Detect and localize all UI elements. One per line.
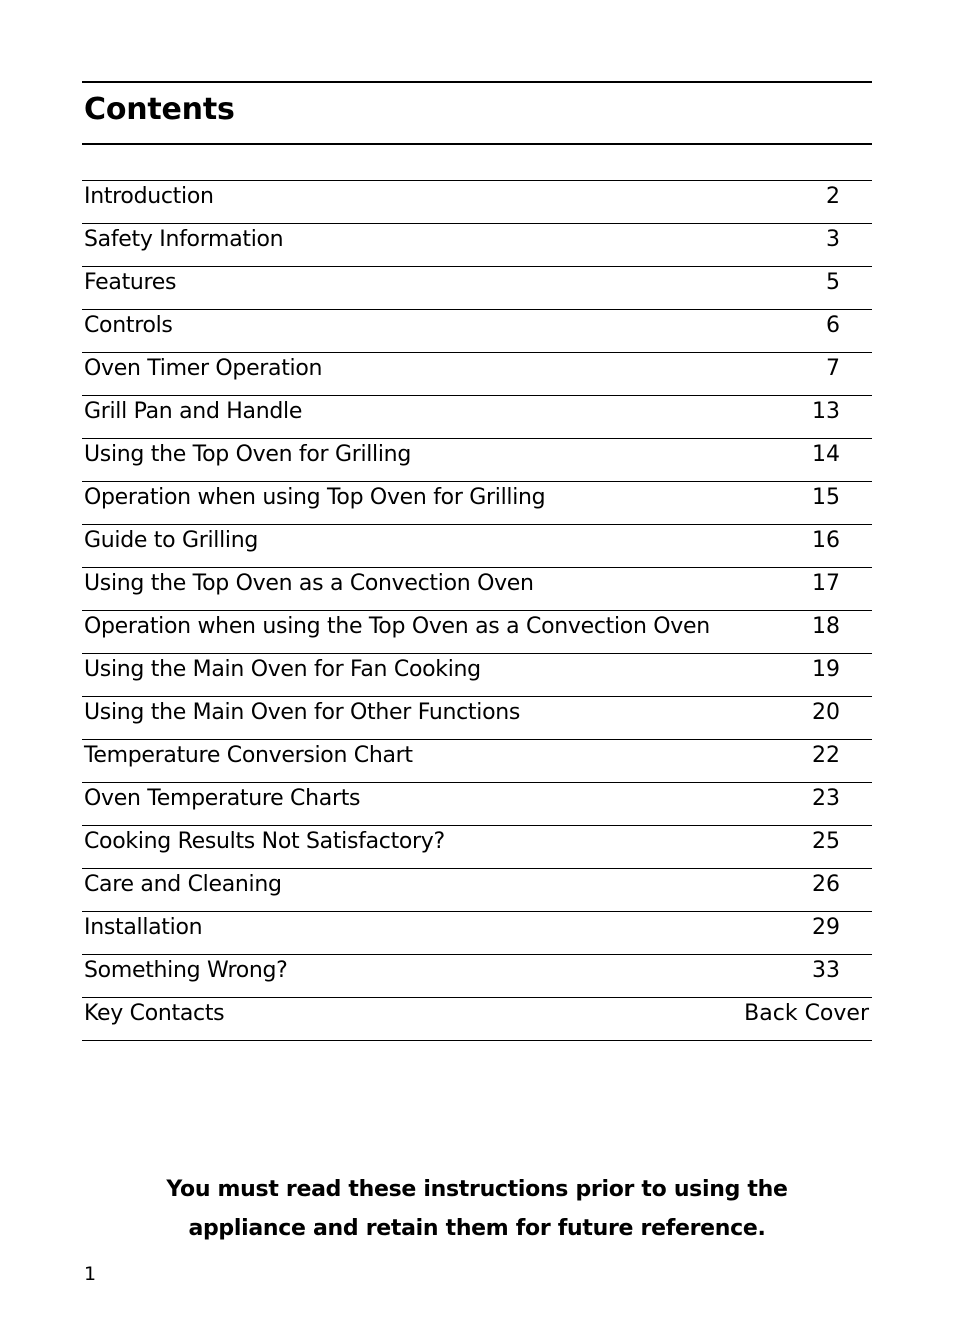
- toc-row[interactable]: [82, 181, 872, 224]
- toc-entry-page: 7: [826, 356, 840, 381]
- page-title: Contents: [84, 92, 235, 127]
- toc-entry-title: Using the Main Oven for Other Functions: [84, 700, 521, 725]
- toc-entry-title: Introduction: [84, 184, 214, 209]
- toc-row[interactable]: [82, 267, 872, 310]
- toc-entry-page: 25: [812, 829, 840, 854]
- toc-entry-title: Care and Cleaning: [84, 872, 282, 897]
- toc-entry-title: Oven Temperature Charts: [84, 786, 361, 811]
- toc-entry-title: Something Wrong?: [84, 958, 288, 983]
- toc-row[interactable]: [82, 869, 872, 912]
- toc-entry-title: Operation when using the Top Oven as a Convection Oven: [84, 614, 710, 639]
- toc-entry-title: Safety Information: [84, 227, 284, 252]
- toc-entry-page: 14: [812, 442, 840, 467]
- toc-entry-title: Installation: [84, 915, 203, 940]
- toc-row[interactable]: [82, 482, 872, 525]
- toc-entry-page: Back Cover: [744, 1001, 869, 1026]
- toc-entry-title: Using the Top Oven as a Convection Oven: [84, 571, 534, 596]
- toc-entry-page: 33: [812, 958, 840, 983]
- toc-entry-page: 15: [812, 485, 840, 510]
- notice-line: appliance and retain them for future reference.: [188, 1216, 766, 1241]
- toc-entry-page: 20: [812, 700, 840, 725]
- toc-entry-page: 26: [812, 872, 840, 897]
- toc-entry-page: 29: [812, 915, 840, 940]
- toc-row[interactable]: [82, 654, 872, 697]
- toc-row[interactable]: [82, 740, 872, 783]
- toc-entry-title: Using the Main Oven for Fan Cooking: [84, 657, 481, 682]
- toc-entry-page: 22: [812, 743, 840, 768]
- toc-row[interactable]: [82, 224, 872, 267]
- toc-entry-title: Cooking Results Not Satisfactory?: [84, 829, 445, 854]
- toc-row[interactable]: [82, 525, 872, 568]
- toc-row[interactable]: [82, 396, 872, 439]
- read-instructions-notice: [82, 1170, 872, 1248]
- toc-entry-page: 19: [812, 657, 840, 682]
- top-rule: [82, 81, 872, 83]
- toc-entry-title: Oven Timer Operation: [84, 356, 323, 381]
- toc-entry-title: Grill Pan and Handle: [84, 399, 303, 424]
- heading-rule: [82, 143, 872, 145]
- toc-row[interactable]: [82, 826, 872, 869]
- toc-entry-page: 16: [812, 528, 840, 553]
- toc-row[interactable]: [82, 783, 872, 826]
- toc-row[interactable]: [82, 955, 872, 998]
- toc-row[interactable]: [82, 912, 872, 955]
- toc-entry-title: Using the Top Oven for Grilling: [84, 442, 411, 467]
- notice-line: You must read these instructions prior to using the: [166, 1177, 788, 1202]
- toc-entry-page: 6: [826, 313, 840, 338]
- toc-row[interactable]: [82, 568, 872, 611]
- toc-row[interactable]: [82, 611, 872, 654]
- toc-row[interactable]: [82, 353, 872, 396]
- toc-entry-page: 23: [812, 786, 840, 811]
- table-of-contents: [82, 180, 872, 1041]
- toc-entry-page: 5: [826, 270, 840, 295]
- toc-entry-title: Temperature Conversion Chart: [84, 743, 413, 768]
- toc-row[interactable]: [82, 439, 872, 482]
- toc-entry-page: 17: [812, 571, 840, 596]
- page-number: 1: [84, 1263, 97, 1285]
- toc-entry-page: 3: [826, 227, 840, 252]
- toc-entry-title: Guide to Grilling: [84, 528, 259, 553]
- toc-row[interactable]: [82, 998, 872, 1041]
- toc-entry-page: 18: [812, 614, 840, 639]
- toc-entry-title: Features: [84, 270, 177, 295]
- toc-row[interactable]: [82, 310, 872, 353]
- toc-entry-page: 2: [826, 184, 840, 209]
- toc-entry-title: Operation when using Top Oven for Grilling: [84, 485, 546, 510]
- toc-entry-title: Controls: [84, 313, 173, 338]
- toc-row[interactable]: [82, 697, 872, 740]
- toc-entry-title: Key Contacts: [84, 1001, 225, 1026]
- toc-entry-page: 13: [812, 399, 840, 424]
